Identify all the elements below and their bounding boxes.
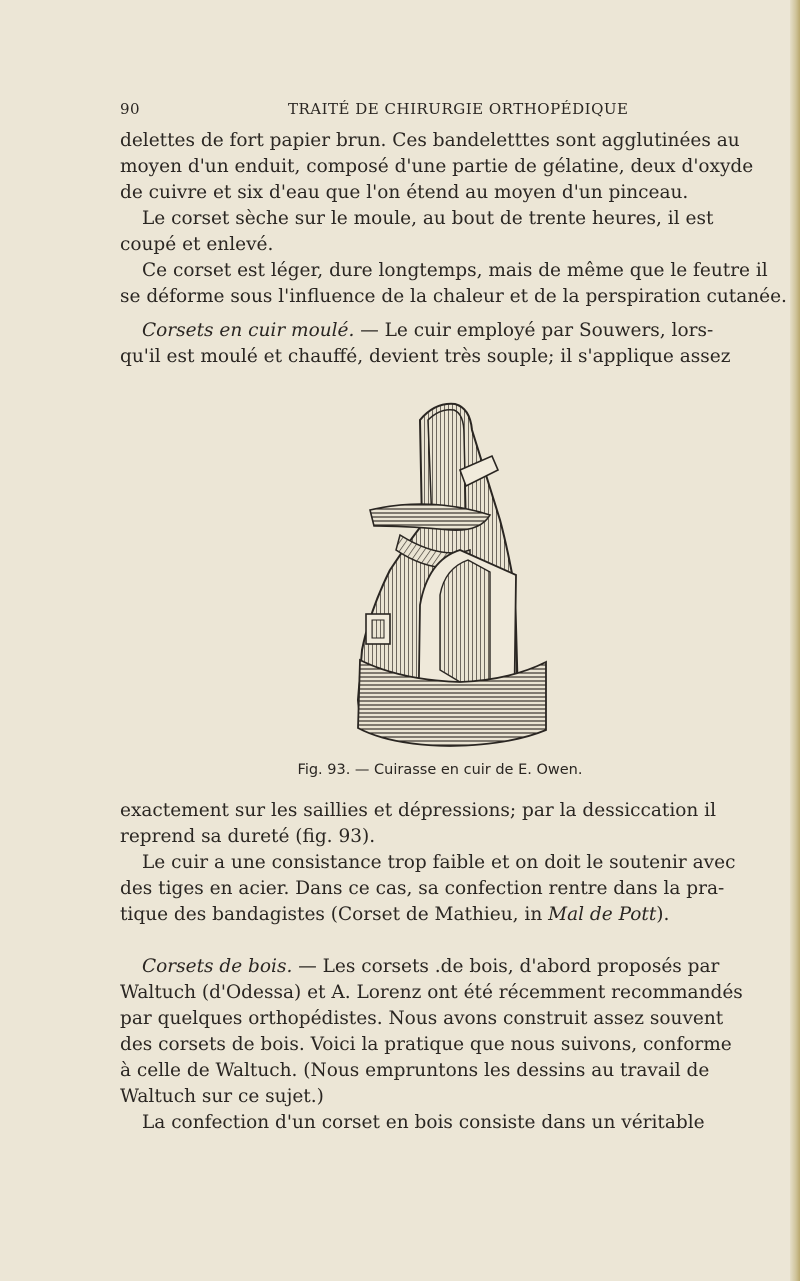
text-run: — Le cuir employé par Souwers, lors- bbox=[354, 320, 714, 341]
text-line: par quelques orthopédistes. Nous avons construit assez souvent bbox=[120, 1008, 724, 1029]
text-line: des tiges en acier. Dans ce cas, sa confection rentre dans la pra- bbox=[120, 878, 725, 899]
paragraph-top bbox=[120, 128, 787, 310]
text-line: Waltuch sur ce sujet.) bbox=[120, 1086, 324, 1107]
text-line: Le cuir a une consistance trop faible et on doit le soutenir avec bbox=[142, 852, 736, 873]
text-line: Ce corset est léger, dure longtemps, mais de même que le feutre il bbox=[142, 260, 768, 281]
figure-caption: Fig. 93. — Cuirasse en cuir de E. Owen. bbox=[297, 762, 583, 778]
section-heading-bois: Corsets de bois. bbox=[142, 956, 293, 977]
text-run: tique des bandagistes (Corset de Mathieu, in bbox=[120, 904, 549, 925]
text-line: des corsets de bois. Voici la pratique que nous suivons, conforme bbox=[120, 1034, 732, 1055]
page-edge bbox=[790, 0, 800, 1281]
text-line: se déforme sous l'influence de la chaleur et de la perspiration cutanée. bbox=[120, 286, 787, 307]
text-line: La confection d'un corset en bois consiste dans un véritable bbox=[142, 1112, 705, 1133]
text-line: reprend sa dureté (fig. 93). bbox=[120, 826, 376, 847]
text-line: moyen d'un enduit, composé d'une partie de gélatine, deux d'oxyde bbox=[120, 156, 754, 177]
text-line: exactement sur les saillies et dépressions; par la dessiccation il bbox=[120, 800, 717, 821]
figure-owen-cuirass bbox=[340, 400, 560, 752]
text-line: Waltuch (d'Odessa) et A. Lorenz ont été récemment recommandés bbox=[120, 982, 743, 1003]
text-line: à celle de Waltuch. (Nous empruntons les dessins au travail de bbox=[120, 1060, 710, 1081]
section-heading-cuir: Corsets en cuir moulé. bbox=[142, 320, 355, 341]
text-line: de cuivre et six d'eau que l'on étend au moyen d'un pinceau. bbox=[120, 182, 689, 203]
italic-reference: Mal de Pott bbox=[548, 904, 657, 925]
text-run: ). bbox=[656, 904, 670, 925]
text-line: qu'il est moulé et chauffé, devient très souple; il s'applique assez bbox=[120, 346, 731, 367]
text-line: delettes de fort papier brun. Ces bandeletttes sont agglutinées au bbox=[120, 130, 740, 151]
text-line: Le corset sèche sur le moule, au bout de trente heures, il est bbox=[142, 208, 714, 229]
buckle-lower-prong bbox=[372, 620, 384, 638]
running-head bbox=[120, 96, 760, 120]
text-line bbox=[120, 954, 760, 980]
text-line bbox=[120, 902, 760, 928]
paragraph-mid bbox=[120, 798, 760, 928]
paragraph-cuir bbox=[120, 318, 760, 370]
page-number: 90 bbox=[120, 100, 141, 118]
paragraph-bois bbox=[120, 954, 760, 1136]
text-line: coupé et enlevé. bbox=[120, 234, 274, 255]
running-title: TRAITÉ DE CHIRURGIE ORTHOPÉDIQUE bbox=[288, 100, 629, 118]
text-run: — Les corsets .de bois, d'abord proposés par bbox=[292, 956, 720, 977]
text-line bbox=[120, 318, 760, 344]
